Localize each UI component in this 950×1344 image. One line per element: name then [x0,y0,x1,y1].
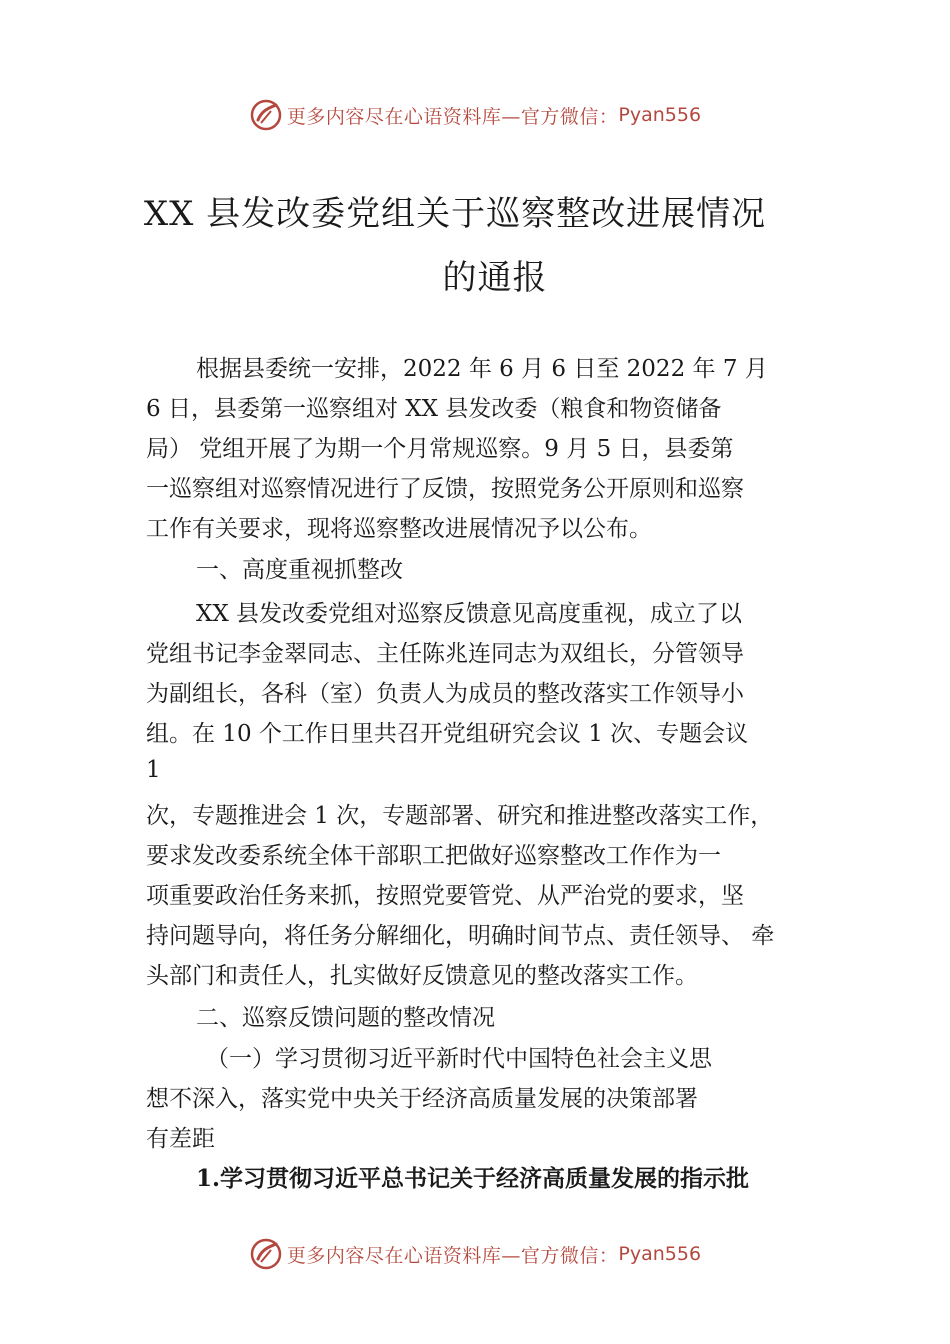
document-title-line-1: XX 县发改委党组关于巡察整改进展情况 [143,194,767,234]
paragraph-line: 持问题导向，将任务分解细化，明确时间节点、责任领导、 牵 [146,923,775,949]
paragraph-line: 党组书记李金翠同志、主任陈兆连同志为双组长，分管领导 [146,641,744,667]
paragraph-line: 根据县委统一安排，2022 年 6 月 6 日至 2022 年 7 月 [196,356,768,382]
paragraph-line: 头部门和责任人，扎实做好反馈意见的整改落实工作。 [146,963,698,989]
document-title-line-2: 的通报 [442,258,548,298]
paragraph-line: 为副组长，各科（室）负责人为成员的整改落实工作领导小 [146,681,744,707]
paragraph-line: 组。在 10 个工作日里共召开党组研究会议 1 次、专题会议 [146,721,749,747]
item-heading-1: 1.学习贯彻习近平总书记关于经济高质量发展的指示批 [196,1165,750,1192]
paragraph-line: XX 县发改委党组对巡察反馈意见高度重视，成立了以 [196,601,743,627]
subsection-heading-line: 有差距 [146,1126,215,1152]
section-heading-2: 二、巡察反馈问题的整改情况 [196,1005,495,1031]
paragraph-line: 次，专题推进会 1 次，专题部署、研究和推进整改落实工作， [146,803,774,829]
paragraph-line: 一巡察组对巡察情况进行了反馈，按照党务公开原则和巡察 [146,476,744,502]
paragraph-line: 局） 党组开展了为期一个月常规巡察。9 月 5 日，县委第 [146,436,734,462]
watermark-footer [0,1234,950,1274]
subsection-heading-line: （一）学习贯彻习近平新时代中国特色社会主义思 [206,1046,712,1072]
watermark-text: 更多内容尽在心语资料库—官方微信： [286,1244,619,1267]
watermark-wechat-id: Pyan556 [618,104,702,126]
paragraph-line: 要求发改委系统全体干部职工把做好巡察整改工作作为一 [146,843,721,869]
section-heading-1: 一、高度重视抓整改 [196,557,403,583]
watermark-wechat-id: Pyan556 [618,1243,702,1265]
paragraph-line: 项重要政治任务来抓，按照党要管党、从严治党的要求，坚 [146,883,744,909]
paragraph-line: 1 [146,757,161,783]
brand-logo-icon [249,1237,283,1271]
paragraph-line: 6 日，县委第一巡察组对 XX 县发改委（粮食和物资储备 [146,396,722,422]
watermark-header [0,95,950,135]
watermark-text: 更多内容尽在心语资料库—官方微信： [286,105,619,128]
brand-logo-icon [249,98,283,132]
paragraph-line: 工作有关要求，现将巡察整改进展情况予以公布。 [146,516,652,542]
subsection-heading-line: 想不深入，落实党中央关于经济高质量发展的决策部署 [146,1086,698,1112]
